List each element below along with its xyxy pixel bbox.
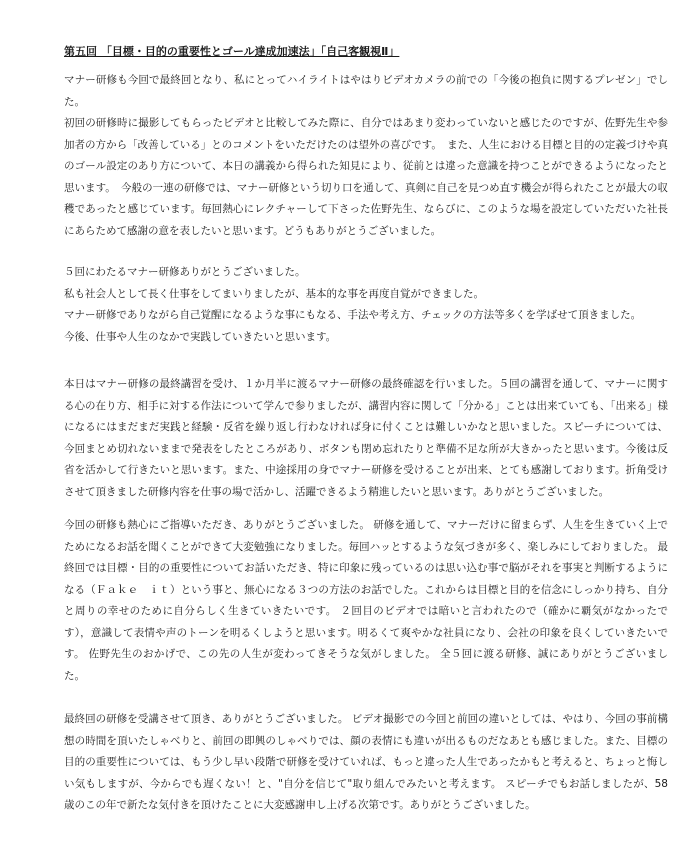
document-title: 第五回 「目標・目的の重要性とゴール達成加速法」「自己客観視Ⅱ」 <box>64 45 400 58</box>
paragraph: 私も社会人として長く仕事をしてまいりましたが、基本的な事を再度自覚ができました。 <box>64 287 484 300</box>
paragraph: ５回にわたるマナー研修ありがとうございました。 <box>64 266 306 278</box>
comment-section-3 <box>64 374 668 503</box>
paragraph: 最終回の研修を受講させて頂き、ありがとうございました。 ビデオ撮影での今回と前回の違いとしては、やはり、今回の事前構想の時間を頂いたしゃべりと、前回の即興のしゃべりでは、顔の表情にも違いが出るものだなあとも感じました。また、目標の目的の重要性については、もう少し早い段階で研修を受けていれば、もっと違った人生であったかもと考えると、ちょっと悔しい気もしますが、今からでも遅くない！と、"自分を信じて"取り組んでみたいと考えます。 スピーチでもお話しましたが、58 歳のこの年で新たな気付きを頂けたことに大変感謝申し上げる次第です。ありがとうございました。 <box>64 713 668 811</box>
paragraph: 初回の研修時に撮影してもらったビデオと比較してみた際に、自分ではあまり変わっていないと感じたのですが、佐野先生や参加者の方から「改善している」とのコメントをいただけたのは望外の喜びです。 また、人生における目標と目的の定義づけや真のゴール設定のあり方について、本日の講義から得られた知見により、従前とは違った意識を持つことができるようになったと思います。 今般の一連の研修では、マナー研修という切り口を通して、真剣に自己を見つめ直す機会が得られたことが最大の収穫であったと感じています。毎回熱心にレクチャーして下さった佐野先生、ならびに、このような場を設定していただいた社長にあらためて感謝の意を表したいと思います。どうもありがとうございました。 <box>64 117 668 237</box>
paragraph: マナー研修でありながら自己覚醒になるような事にもなる、手法や考え方、チェックの方法等多くを学ばせて頂きました。 <box>64 309 642 321</box>
comment-section-2 <box>64 262 668 348</box>
comment-section-5 <box>64 709 668 817</box>
paragraph: 今回の研修も熱心にご指導いただき、ありがとうございました。 研修を通して、マナーだけに留まらず、人生を生きていく上でためになるお話を聞くことができて大変勉強になりました。毎回ハッとするような気づきが多く、楽しみにしておりました。 最終回では目標・目的の重要性についてお話いただき、特に印象に残っているのは思い込む事で脳がそれを事実と判断するようになる（Ｆａｋｅ ｉｔ）という事と、無心になる３つの方法のお話でした。これからは目標と目的を信念にしっかり持ち、自分と周りの幸せのために自分らしく生きていきたいです。 ２回目のビデオでは暗いと言われたので（確かに覇気がなかったです），意識して表情や声のトーンを明るくしようと思います。明るくて爽やかな社員になり、会社の印象を良くしていきたいです。 佐野先生のおかげで、この先の人生が変わってきそうな気がしました。 全５回に渡る研修、誠にありがとうございました。 <box>64 519 668 682</box>
comment-section-1 <box>64 70 668 242</box>
paragraph: 本日はマナー研修の最終講習を受け、１か月半に渡るマナー研修の最終確認を行いました。５回の講習を通して、マナーに関する心の在り方、相手に対する作法について学んで参りましたが、講習内容に関して「分かる」ことは出来ていても、「出来る」様になるにはまだまだ実践と経験・反省を繰り返し行わなければ身に付くことは難しいかなと思いました。スピーチについては、今回まとめ切れないままで発表をしたところがあり、ボタンも閉め忘れたりと準備不足な所が大きかったと思います。今後は反省を活かして行きたいと思います。また、中途採用の身でマナー研修を受けることが出来、とても感謝しております。折角受けさせて頂きました研修内容を仕事の場で活かし、活躍できるよう精進したいと思います。ありがとうございました。 <box>64 378 668 498</box>
paragraph: 今後、仕事や人生のなかで実践していきたいと思います。 <box>64 330 337 343</box>
comment-section-4 <box>64 515 668 687</box>
paragraph: マナー研修も今回で最終回となり、私にとってハイライトはやはりビデオカメラの前での「今後の抱負に関するプレゼン」でした。 <box>64 74 668 108</box>
